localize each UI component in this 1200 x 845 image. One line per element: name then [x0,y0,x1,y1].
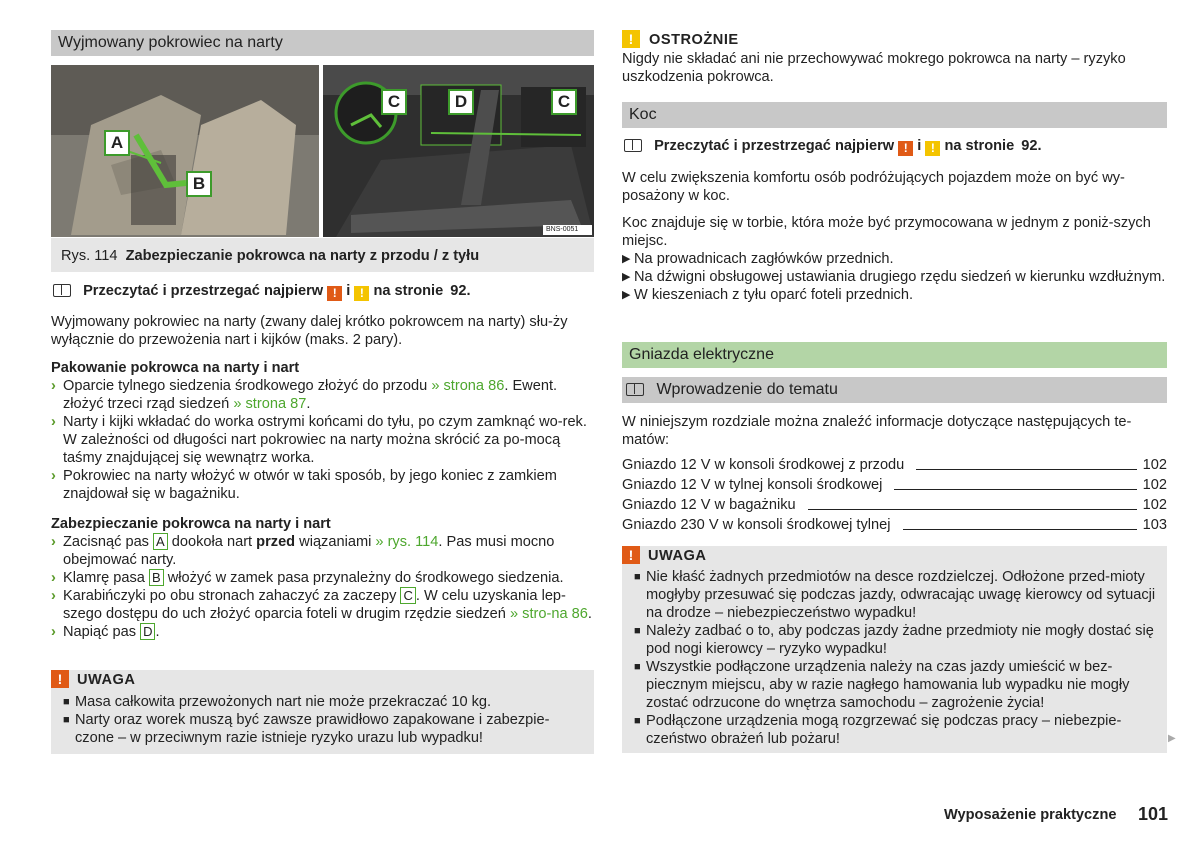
warning-icon: ! [327,286,342,301]
warning-list [634,568,1156,748]
warning-icon-large: ! [622,546,640,565]
figure-code: BNS-0051 [546,226,579,233]
securing-list [51,533,594,641]
book-icon [53,284,71,297]
link-page-87[interactable]: » strona 87 [233,396,307,412]
toc-entry-page: 102 [1142,457,1167,473]
toc-entry[interactable] [622,495,1167,515]
read-first-page-prefix: na stronie [944,138,1015,154]
warning-box-right [622,546,1167,753]
footer-section: Wyposażenie praktyczne [944,807,1117,823]
securing-step-1-bold: przed [256,534,296,550]
securing-step-4-text: Napiąć pas [63,624,137,640]
read-first-and: i [346,283,351,299]
securing-step-4-text-b: . [155,624,160,640]
packing-title: Pakowanie pokrowca na narty i nart [51,360,300,376]
packing-step-1: › Oparcie tylnego siedzenia środkowego złożyć do przodu » strona 86. Ewent. złożyć trzeci rząd siedzeń » strona 87. [51,378,558,412]
koc-item: ▶ Na prowadnicach zagłówków przednich. [622,251,894,267]
securing-title: Zabezpieczanie pokrowca na narty i nart [51,516,331,532]
securing-step-4: › Napiąć pas D . [51,624,160,640]
ref-box-a: A [153,533,168,550]
koc-item: ▶ Na dźwigni obsługowej ustawiania drugiego rzędu siedzeń w kierunku wzdłużnym. [622,269,1166,285]
securing-step-1: › Zacisnąć pas A dookoła nart przed wiązaniami » rys. 114. Pas musi mocno obejmować narty. [51,534,555,568]
warning-item-text: Masa całkowita przewożonych nart nie może przekraczać 10 kg. [75,694,492,710]
book-icon [626,383,644,396]
packing-step-3: › Pokrowiec na narty włożyć w otwór w taki sposób, by jego koniec z zamkiem znajdował się w bagażniku. [51,468,557,502]
warning-title: UWAGA [77,672,136,688]
packing-step-3-text: Pokrowiec na narty włożyć w otwór w taki sposób, by jego koniec z zamkiem znajdował się w bagażniku. [63,468,557,502]
koc-item-text: W kieszeniach z tyłu oparć foteli przednich. [634,287,914,303]
page-number: 101 [1138,804,1169,824]
koc-list [622,250,1167,304]
toc-entry-label: Gniazdo 12 V w bagażniku [622,497,796,513]
warning-item: ■ Masa całkowita przewożonych nart nie może przekraczać 10 kg. [63,694,492,710]
warning-item: ■ Narty oraz worek muszą być zawsze prawidłowo zapakowane i zabezpie-czone – w przeciwnym razie istnieje ryzyko urazu lub wypadku! [63,712,550,746]
ref-box-c: C [400,587,415,604]
toc-entry-page: 102 [1142,497,1167,513]
caption-prefix: Rys. 114 [61,248,118,264]
koc-paragraph-2: Koc znajduje się w torbie, która może być przymocowana w jednym z poniż-szych miejsc. [622,215,1151,249]
securing-step-1-text-c: wiązaniami [299,534,372,550]
link-fig-114[interactable]: » rys. 114 [375,534,439,550]
warning-box-left [51,670,594,754]
toc-list [622,455,1167,535]
figure-illustration [51,65,594,237]
intro-text: W niniejszym rozdziale można znaleźć informacje dotyczące następujących te-matów: [622,414,1132,448]
intro-title: Wprowadzenie do tematu [656,381,838,398]
warning-item-text: Należy zadbać o to, aby podczas jazdy żadne przedmioty nie mogły dostać się pod nogi kierowcy – ryzyko wypadku! [646,623,1154,657]
sockets-title: Gniazda elektryczne [622,342,1167,368]
read-first-page: 92. [450,283,471,299]
packing-step-1-text-b: . Ewent. złożyć trzeci rząd siedzeń [63,378,558,412]
warning-item: ■ Należy zadbać o to, aby podczas jazdy żadne przedmioty nie mogły dostać się pod nogi kierowcy – ryzyko wypadku! [634,623,1154,657]
caption-text: Zabezpieczanie pokrowca na narty z przodu / z tyłu [125,248,480,264]
section-title: Wyjmowany pokrowiec na narty [51,30,594,56]
toc-entry[interactable] [622,475,1167,495]
figure-label-c-left: C [381,89,407,115]
packing-step-1-text-c: . [306,396,311,412]
warning-item: ■ Nie kłaść żadnych przedmiotów na desce rozdzielczej. Odłożone przed-mioty mogłyby przesuwać się podczas jazdy, odwracając uwagę kierowcy od sytuacji na drodze – niebezpieczeństwo wypadku! [634,569,1156,621]
read-first-line-right [624,137,1042,156]
link-page-86[interactable]: » strona 86 [431,378,505,394]
figure-label-a: A [104,130,130,156]
securing-step-3-text: Karabińczyki po obu stronach zahaczyć za zaczepy [63,588,397,604]
read-first-and: i [917,138,922,154]
toc-entry-label: Gniazdo 12 V w konsoli środkowej z przodu [622,457,905,473]
caution-icon: ! [354,286,369,301]
toc-entry-label: Gniazdo 12 V w tylnej konsoli środkowej [622,477,883,493]
intro-paragraph: Wyjmowany pokrowiec na narty (zwany dalej krótko pokrowcem na narty) słu-ży wyłącznie do przewożenia nart i kijków (maks. 2 pary). [51,314,568,348]
koc-title: Koc [622,102,1167,128]
caution-icon: ! [925,141,940,156]
toc-entry-label: Gniazdo 230 V w konsoli środkowej tylnej [622,517,891,533]
warning-item-text: Podłączone urządzenia mogą rozgrzewać się podczas pracy – niebezpie-czeństwo obrażeń lub pożaru! [646,713,1122,747]
koc-item-text: Na prowadnicach zagłówków przednich. [634,251,894,267]
toc-entry-page: 102 [1142,477,1167,493]
read-first-page: 92. [1021,138,1042,154]
securing-step-3: › Karabińczyki po obu stronach zahaczyć za zaczepy C . W celu uzyskania lep-szego dostępu do uch złożyć oparcia foteli w drugim rzędzie siedzeń » stro-na 86. [51,588,592,622]
securing-step-1-text-b: dookoła nart [171,534,253,550]
warning-item-text: Nie kłaść żadnych przedmiotów na desce rozdzielczej. Odłożone przed-mioty mogłyby przesuwać się podczas jazdy, odwracając uwagę kierowcy od sytuacji na drodze – niebezpieczeństwo wypadku! [646,569,1156,621]
figure-label-c-right: C [551,89,577,115]
figure-114 [51,65,594,237]
caution-icon-large: ! [622,30,640,49]
securing-step-1-text: Zacisnąć pas [63,534,149,550]
toc-entry[interactable] [622,515,1167,535]
koc-item: ▶ W kieszeniach z tyłu oparć foteli przednich. [622,287,914,303]
ref-box-b: B [149,569,164,586]
packing-list [51,377,594,503]
read-first-text: Przeczytać i przestrzegać najpierw [83,283,324,299]
securing-step-3-text-c: . [587,606,592,622]
figure-label-d: D [448,89,474,115]
link-page-86-b[interactable]: » stro-na 86 [509,606,588,622]
warning-icon-large: ! [51,670,69,689]
securing-step-1-text-d: . Pas musi mocno obejmować narty. [63,534,555,568]
toc-entry-page: 103 [1142,517,1167,533]
intro-title-bar [622,377,1167,403]
read-first-text: Przeczytać i przestrzegać najpierw [654,138,895,154]
warning-title: UWAGA [648,548,707,564]
packing-step-1-text: Oparcie tylnego siedzenia środkowego złożyć do przodu [63,378,428,394]
caution-text: Nigdy nie składać ani nie przechowywać mokrego pokrowca na narty – ryzyko uszkodzenia pokrowca. [622,51,1126,85]
read-first-line [53,282,471,301]
koc-paragraph-1: W celu zwiększenia komfortu osób podróżujących pojazdem może on być wy-posażony w koc. [622,170,1125,204]
packing-step-2: › Narty i kijki wkładać do worka ostrymi końcami do tyłu, po czym zamknąć wo-rek. W zależności od długości nart pokrowiec na narty można skrócić za po-mocą taśmy znajdującej się wewnątrz worka. [51,414,587,466]
toc-entry[interactable] [622,455,1167,475]
packing-step-2-text: Narty i kijki wkładać do worka ostrymi końcami do tyłu, po czym zamknąć wo-rek. W zależności od długości nart pokrowiec na narty można skrócić za po-mocą taśmy znajdującej się wewnątrz worka. [63,414,587,466]
warning-item: ■ Podłączone urządzenia mogą rozgrzewać się podczas pracy – niebezpie-czeństwo obrażeń lub pożaru! [634,713,1122,747]
securing-step-2: › Klamrę pasa B włożyć w zamek pasa przynależny do środkowego siedzenia. [51,570,564,586]
warning-icon: ! [898,141,913,156]
figure-caption [51,238,594,272]
ref-box-d: D [140,623,155,640]
read-first-page-prefix: na stronie [373,283,444,299]
koc-item-text: Na dźwigni obsługowej ustawiania drugiego rzędu siedzeń w kierunku wzdłużnym. [634,269,1166,285]
caution-title: OSTROŻNIE [649,32,739,48]
warning-item-text: Narty oraz worek muszą być zawsze prawidłowo zapakowane i zabezpie-czone – w przeciwnym razie istnieje ryzyko urazu lub wypadku! [75,712,550,746]
securing-step-3-text-b: . W celu uzyskania lep-szego dostępu do uch złożyć oparcia foteli w drugim rzędzie siedzeń [63,588,566,622]
securing-step-2-text: Klamrę pasa [63,570,145,586]
continue-arrow-icon: ▶ [1168,733,1176,744]
figure-label-b: B [186,171,212,197]
warning-list [63,693,583,747]
warning-item-text: Wszystkie podłączone urządzenia należy na czas jazdy umieścić w bez-piecznym miejscu, aby w razie nagłego hamowania lub wypadku nie mogły zostać odrzucone do wnętrza samochodu – zagrożenie życia! [646,659,1130,711]
warning-item: ■ Wszystkie podłączone urządzenia należy na czas jazdy umieścić w bez-piecznym miejscu, aby w razie nagłego hamowania lub wypadku nie mogły zostać odrzucone do wnętrza samochodu – zagrożenie życia! [634,659,1130,711]
securing-step-2-text-b: włożyć w zamek pasa przynależny do środkowego siedzenia. [167,570,564,586]
book-icon [624,139,642,152]
